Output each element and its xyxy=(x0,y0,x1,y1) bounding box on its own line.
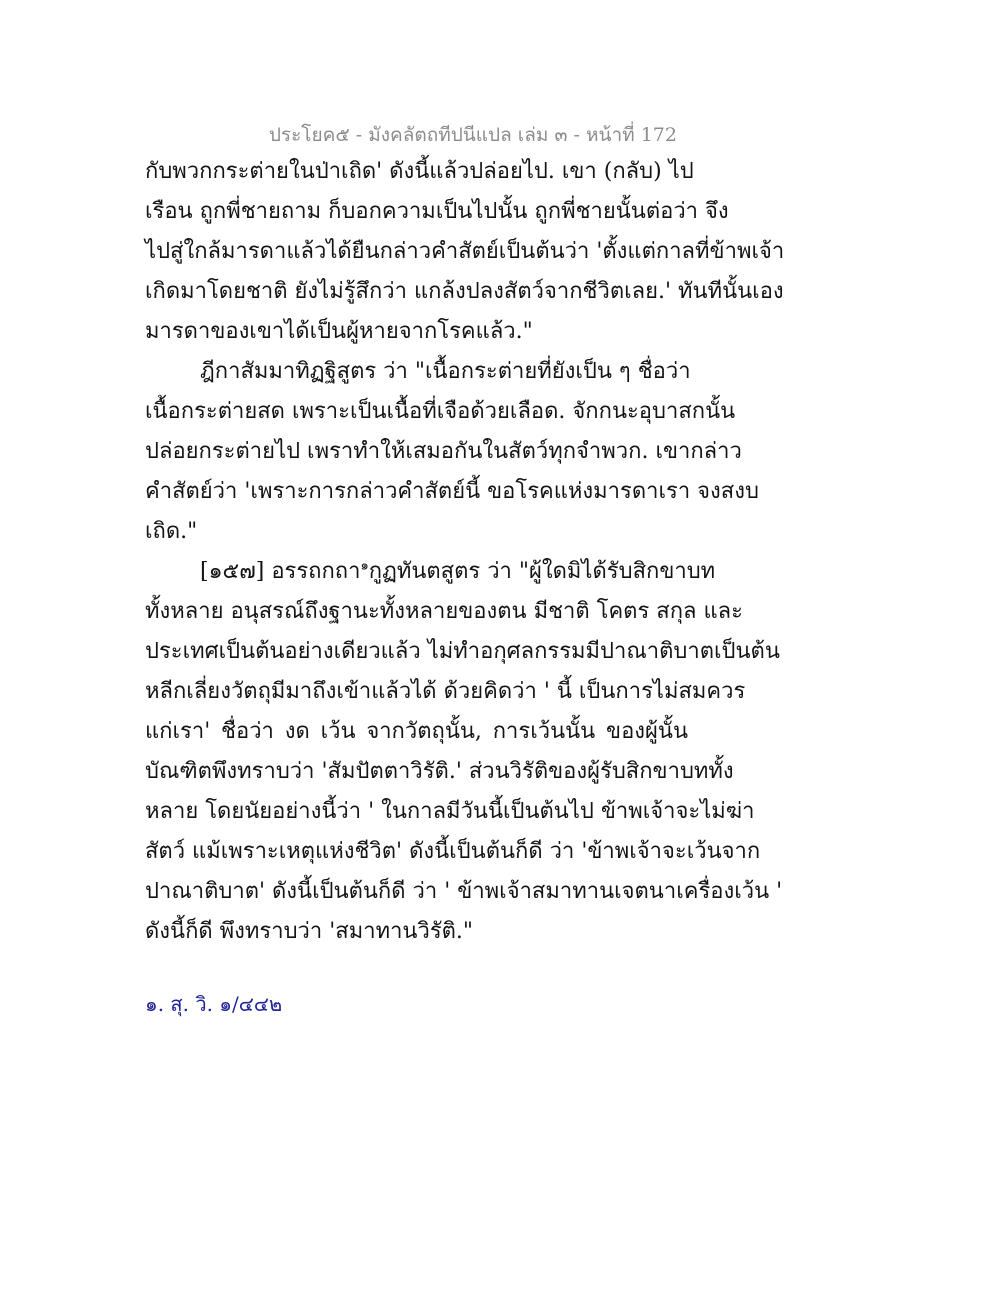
body-line: มารดาของเขาได้เป็นผู้หายจากโรคแล้ว." xyxy=(145,319,533,344)
body-line: ปาณาติบาต' ดังนี้เป็นต้นก็ดี ว่า ' ข้าพเจ้าสมาทานเจตนาเครื่องเว้น ' xyxy=(145,879,783,904)
body-line: ปล่อยกระต่ายไป เพราทำให้เสมอกันในสัตว์ทุกจำพวก. เขากล่าว xyxy=(145,439,742,464)
footnote-mark: ๑ xyxy=(360,558,369,574)
body-text: [๑๕๗] อรรถกถา xyxy=(200,559,361,584)
body-line: ฎีกาสัมมาทิฏฐิสูตร ว่า "เนื้อกระต่ายที่ยังเป็น ๆ ชื่อว่า xyxy=(200,359,691,384)
body-line: แก่เรา' ชื่อว่า งด เว้น จากวัตถุนั้น, การเว้นนั้น ของผู้นั้น xyxy=(145,719,688,744)
body-line: เถิด." xyxy=(145,519,198,544)
page-header: ประโยค๕ - มังคลัตถทีปนีแปล เล่ม ๓ - หน้าที่ 172 xyxy=(268,124,677,146)
body-line: เรือน ถูกพี่ชายถาม ก็บอกความเป็นไปนั้น ถูกพี่ชายนั้นต่อว่า จึง xyxy=(145,199,729,224)
body-line: บัณฑิตพึงทราบว่า 'สัมปัตตาวิรัติ.' ส่วนวิรัติของผู้รับสิกขาบททั้ง xyxy=(145,759,734,784)
body-line: ประเทศเป็นต้นอย่างเดียวแล้ว ไม่ทำอกุศลกรรมมีปาณาติบาตเป็นต้น xyxy=(145,639,780,664)
footnote: ๑. สุ. วิ. ๑/๔๔๒ xyxy=(145,992,283,1016)
body-line: เกิดมาโดยชาติ ยังไม่รู้สึกว่า แกล้งปลงสัตว์จากชีวิตเลย.' ทันทีนั้นเอง xyxy=(145,279,784,304)
body-line: กับพวกกระต่ายในป่าเถิด' ดังนี้แล้วปล่อยไป. เขา (กลับ) ไป xyxy=(145,159,694,184)
body-line: คำสัตย์ว่า 'เพราะการกล่าวคำสัตย์นี้ ขอโรคแห่งมารดาเรา จงสงบ xyxy=(145,479,759,504)
body-line: เนื้อกระต่ายสด เพราะเป็นเนื้อที่เจือด้วยเลือด. จักกนะอุบาสกนั้น xyxy=(145,399,736,424)
body-line: ไปสู่ใกล้มารดาแล้วได้ยืนกล่าวคำสัตย์เป็นต้นว่า 'ตั้งแต่กาลที่ข้าพเจ้า xyxy=(145,239,785,264)
body-line: หลีกเลี่ยงวัตถุมีมาถึงเข้าแล้วได้ ด้วยคิดว่า ' นี้ เป็นการไม่สมควร xyxy=(145,679,746,704)
body-line: สัตว์ แม้เพราะเหตุแห่งชีวิต' ดังนี้เป็นต้นก็ดี ว่า 'ข้าพเจ้าจะเว้นจาก xyxy=(145,839,761,864)
body-line: ดังนี้ก็ดี พึงทราบว่า 'สมาทานวิรัติ." xyxy=(145,919,474,944)
body-line: หลาย โดยนัยอย่างนี้ว่า ' ในกาลมีวันนี้เป็นต้นไป ข้าพเจ้าจะไม่ฆ่า xyxy=(145,799,755,824)
body-text: กูฏทันตสูตร ว่า "ผู้ใดมิได้รับสิกขาบท xyxy=(368,559,716,584)
body-line: ทั้งหลาย อนุสรณ์ถึงฐานะทั้งหลายของตน มีชาติ โคตร สกุล และ xyxy=(145,599,743,624)
body-line-with-footnote-mark xyxy=(200,552,716,592)
